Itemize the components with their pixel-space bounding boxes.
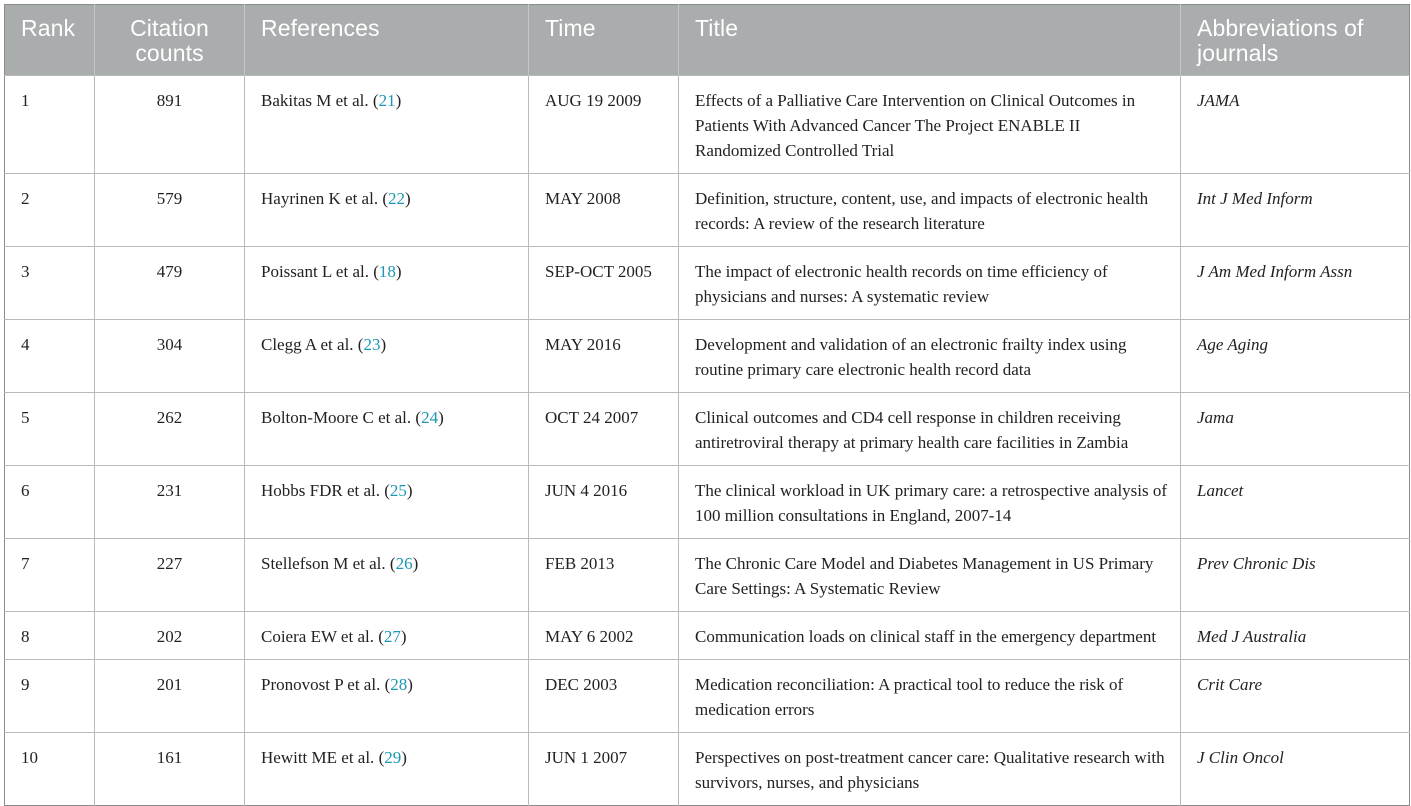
citation-count-cell: 161 (95, 733, 245, 806)
reference-cell: Hayrinen K et al. (22) (245, 174, 529, 247)
reference-link[interactable]: 22 (388, 189, 405, 208)
reference-cell: Hobbs FDR et al. (25) (245, 466, 529, 539)
citation-count-cell: 891 (95, 76, 245, 174)
header-rank: Rank (5, 5, 95, 76)
reference-author: Hayrinen K et al. (261, 189, 379, 208)
journal-cell: Jama (1181, 393, 1410, 466)
rank-cell: 6 (5, 466, 95, 539)
journal-cell: Lancet (1181, 466, 1410, 539)
table-row (5, 466, 1410, 539)
title-cell: The clinical workload in UK primary care: a retrospective analysis of 100 million consultations in England, 2007-14 (679, 466, 1181, 539)
reference-link[interactable]: 26 (395, 554, 413, 573)
reference-author: Hobbs FDR et al. (261, 481, 380, 500)
reference-author: Clegg A et al. (261, 335, 354, 354)
header-citation-counts: Citation counts (95, 5, 245, 76)
time-cell: MAY 2008 (529, 174, 679, 247)
time-cell: MAY 2016 (529, 320, 679, 393)
citation-count-cell: 227 (95, 539, 245, 612)
time-cell: DEC 2003 (529, 660, 679, 733)
time-cell: OCT 24 2007 (529, 393, 679, 466)
citation-count-cell: 479 (95, 247, 245, 320)
reference-author: Pronovost P et al. (261, 675, 381, 694)
title-cell: Development and validation of an electronic frailty index using routine primary care electronic health record data (679, 320, 1181, 393)
reference-author: Stellefson M et al. (261, 554, 386, 573)
reference-link[interactable]: 28 (390, 675, 408, 694)
reference-author: Hewitt ME et al. (261, 748, 375, 767)
table-row (5, 320, 1410, 393)
journal-cell: JAMA (1181, 76, 1410, 174)
title-cell: The Chronic Care Model and Diabetes Management in US Primary Care Settings: A Systematic Review (679, 539, 1181, 612)
journal-cell: Int J Med Inform (1181, 174, 1410, 247)
journal-cell: Prev Chronic Dis (1181, 539, 1410, 612)
title-cell: Clinical outcomes and CD4 cell response in children receiving antiretroviral therapy at primary health care facilities in Zambia (679, 393, 1181, 466)
title-cell: Communication loads on clinical staff in the emergency department (679, 612, 1181, 660)
table-row (5, 660, 1410, 733)
time-cell: AUG 19 2009 (529, 76, 679, 174)
time-cell: FEB 2013 (529, 539, 679, 612)
reference-cell: Poissant L et al. (18) (245, 247, 529, 320)
header-time: Time (529, 5, 679, 76)
citation-table (4, 4, 1410, 806)
citation-count-cell: 231 (95, 466, 245, 539)
journal-cell: Med J Australia (1181, 612, 1410, 660)
header-title: Title (679, 5, 1181, 76)
time-cell: JUN 4 2016 (529, 466, 679, 539)
table-row (5, 733, 1410, 806)
reference-cell: Pronovost P et al. (28) (245, 660, 529, 733)
journal-cell: Crit Care (1181, 660, 1410, 733)
rank-cell: 5 (5, 393, 95, 466)
citation-count-cell: 201 (95, 660, 245, 733)
table-row (5, 247, 1410, 320)
title-cell: Medication reconciliation: A practical tool to reduce the risk of medication errors (679, 660, 1181, 733)
reference-link[interactable]: 24 (421, 408, 439, 427)
rank-cell: 4 (5, 320, 95, 393)
header-row (5, 5, 1410, 76)
title-cell: The impact of electronic health records on time efficiency of physicians and nurses: A systematic review (679, 247, 1181, 320)
reference-cell: Bakitas M et al. (21) (245, 76, 529, 174)
title-cell: Perspectives on post-treatment cancer care: Qualitative research with survivors, nurses, and physicians (679, 733, 1181, 806)
reference-link[interactable]: 18 (378, 262, 396, 281)
citation-count-cell: 202 (95, 612, 245, 660)
citation-count-cell: 262 (95, 393, 245, 466)
reference-link[interactable]: 29 (384, 748, 402, 767)
rank-cell: 2 (5, 174, 95, 247)
table-row (5, 612, 1410, 660)
citation-count-cell: 304 (95, 320, 245, 393)
rank-cell: 7 (5, 539, 95, 612)
rank-cell: 9 (5, 660, 95, 733)
reference-cell: Stellefson M et al. (26) (245, 539, 529, 612)
rank-cell: 3 (5, 247, 95, 320)
reference-author: Bakitas M et al. (261, 91, 369, 110)
reference-author: Poissant L et al. (261, 262, 369, 281)
title-cell: Definition, structure, content, use, and impacts of electronic health records: A review of the research literature (679, 174, 1181, 247)
table-row (5, 76, 1410, 174)
reference-author: Coiera EW et al. (261, 627, 374, 646)
rank-cell: 1 (5, 76, 95, 174)
reference-cell: Bolton-Moore C et al. (24) (245, 393, 529, 466)
reference-cell: Clegg A et al. (23) (245, 320, 529, 393)
header-journal-abbreviations: Abbreviations of journals (1181, 5, 1410, 76)
time-cell: SEP-OCT 2005 (529, 247, 679, 320)
reference-link[interactable]: 23 (363, 335, 381, 354)
rank-cell: 8 (5, 612, 95, 660)
header-references: References (245, 5, 529, 76)
table-row (5, 174, 1410, 247)
reference-link[interactable]: 25 (389, 481, 407, 500)
table-row (5, 393, 1410, 466)
reference-cell: Coiera EW et al. (27) (245, 612, 529, 660)
journal-cell: J Am Med Inform Assn (1181, 247, 1410, 320)
time-cell: MAY 6 2002 (529, 612, 679, 660)
citation-count-cell: 579 (95, 174, 245, 247)
time-cell: JUN 1 2007 (529, 733, 679, 806)
reference-link[interactable]: 27 (383, 627, 401, 646)
table-body (5, 76, 1410, 806)
journal-cell: J Clin Oncol (1181, 733, 1410, 806)
reference-author: Bolton-Moore C et al. (261, 408, 412, 427)
title-cell: Effects of a Palliative Care Intervention on Clinical Outcomes in Patients With Advanced Cancer The Project ENABLE II Randomized Controlled Trial (679, 76, 1181, 174)
table-row (5, 539, 1410, 612)
rank-cell: 10 (5, 733, 95, 806)
reference-link[interactable]: 21 (378, 91, 396, 110)
reference-cell: Hewitt ME et al. (29) (245, 733, 529, 806)
journal-cell: Age Aging (1181, 320, 1410, 393)
